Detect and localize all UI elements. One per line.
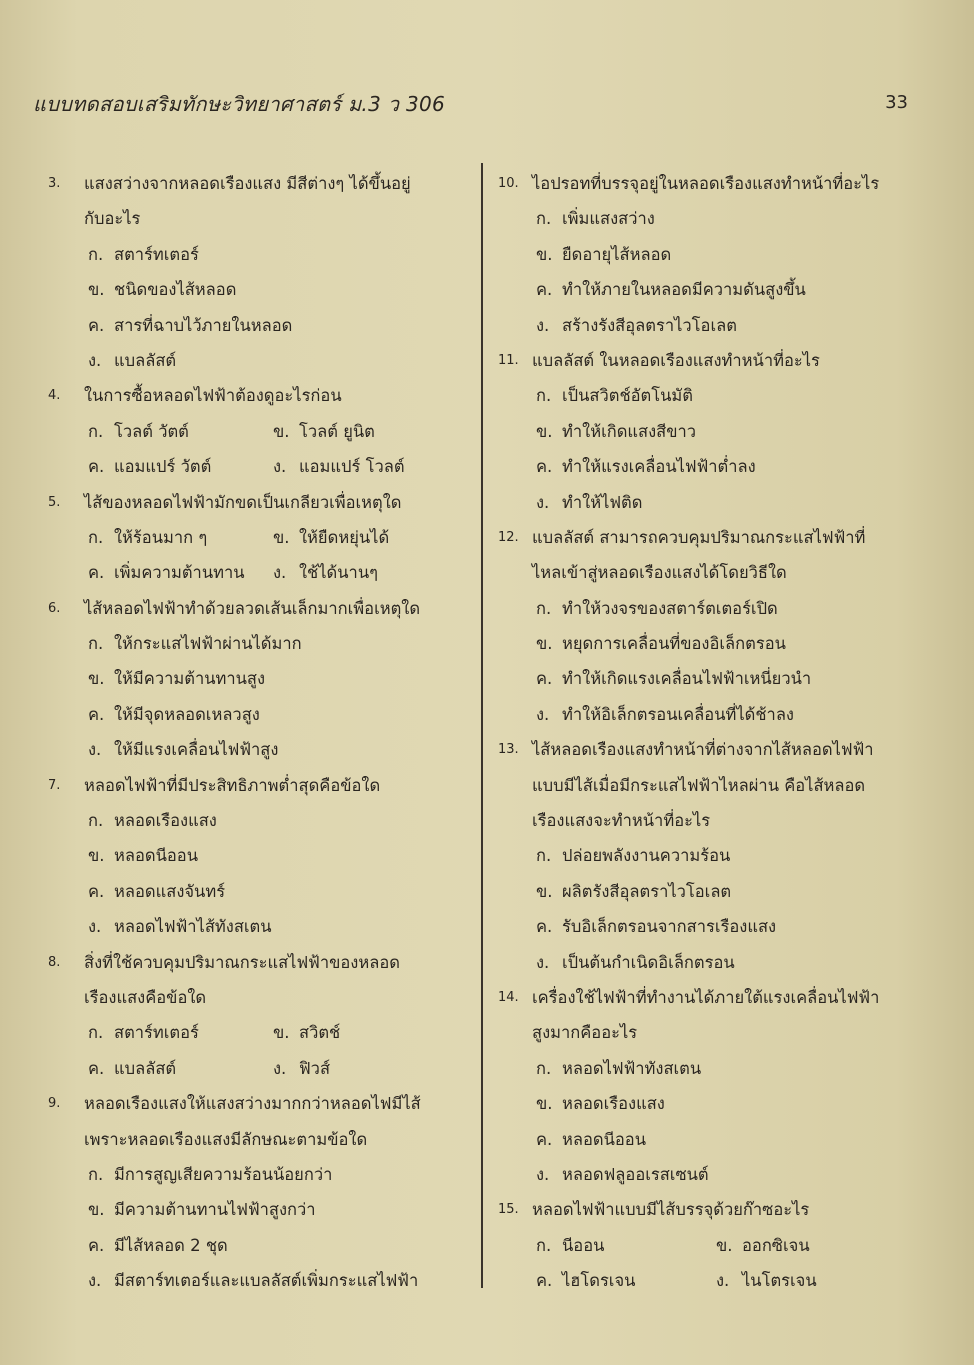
option-row: [48, 1228, 458, 1263]
option-text: มีสตาร์ทเตอร์และแบลลัสต์เพิ่มกระแสไฟฟ้า: [114, 1271, 419, 1291]
option-text: ให้กระแสไฟฟ้าผ่านได้มาก: [114, 634, 302, 654]
answer-option[interactable]: [536, 626, 786, 661]
option-row: [498, 661, 918, 696]
answer-option[interactable]: [88, 414, 189, 449]
option-row: [498, 308, 918, 343]
option-text: ปล่อยพลังงานความร้อน: [562, 846, 731, 866]
option-row: [48, 237, 458, 272]
answer-option[interactable]: [88, 520, 207, 555]
question-block: [48, 485, 458, 591]
option-letter: ข.: [716, 1235, 733, 1255]
question-block: [48, 378, 458, 484]
option-text: หลอดไฟฟ้าทังสเตน: [562, 1058, 702, 1078]
question-number: 10.: [498, 176, 519, 191]
question-number: 9.: [48, 1096, 61, 1112]
question-text: สูงมากคืออะไร: [532, 1023, 638, 1043]
option-row: [498, 449, 918, 484]
option-letter: ข.: [273, 421, 290, 441]
question-line: [48, 768, 458, 803]
question-text: เรืองแสงจะทำหน้าที่อะไร: [532, 811, 711, 831]
answer-option[interactable]: [88, 874, 225, 909]
question-text: แบลลัสต์ ในหลอดเรืองแสงทำหน้าที่อะไร: [532, 350, 820, 370]
question-line: [498, 980, 918, 1015]
option-row: [498, 626, 918, 661]
question-line: [48, 166, 458, 201]
question-text: ไส้ของหลอดไฟฟ้ามักขดเป็นเกลียวเพื่อเหตุใด: [84, 492, 402, 512]
option-text: ทำให้แรงเคลื่อนไฟฟ้าต่ำลง: [562, 457, 756, 477]
question-block: [498, 166, 918, 343]
option-text: สตาร์ทเตอร์: [114, 244, 199, 264]
option-letter: ค.: [536, 1271, 553, 1291]
option-text: หลอดฟลูออเรสเซนต์: [562, 1164, 709, 1184]
option-letter: ข.: [88, 280, 105, 300]
question-text: แบลลัสต์ สามารถควบคุมปริมาณกระแสไฟฟ้าที่: [532, 527, 866, 547]
answer-option[interactable]: [88, 1157, 332, 1192]
option-letter: ก.: [536, 1058, 552, 1078]
option-row: [48, 449, 458, 484]
option-letter: ง.: [88, 740, 102, 760]
page-header-title: แบบทดสอบเสริมทักษะวิทยาศาสตร์ ม.3 ว 306: [33, 92, 446, 116]
option-letter: ง.: [716, 1271, 730, 1291]
option-row: [48, 1192, 458, 1227]
page-number: 33: [885, 92, 908, 113]
option-letter: ก.: [536, 209, 552, 229]
question-line: [498, 732, 918, 767]
answer-option[interactable]: [536, 591, 778, 626]
answer-option[interactable]: [536, 449, 756, 484]
answer-option[interactable]: [88, 555, 245, 590]
question-text: ในการซื้อหลอดไฟฟ้าต้องดูอะไรก่อน: [84, 386, 342, 406]
option-text: ผลิตรังสีอุลตราไวโอเลต: [562, 881, 732, 901]
option-letter: ข.: [536, 881, 553, 901]
question-line: [498, 520, 918, 555]
option-text: สตาร์ทเตอร์: [114, 1023, 199, 1043]
option-row: [48, 697, 458, 732]
option-text: แบลลัสต์: [114, 350, 177, 370]
answer-option[interactable]: [88, 626, 302, 661]
answer-option[interactable]: [536, 414, 696, 449]
question-text: ไส้หลอดไฟฟ้าทำด้วยลวดเส้นเล็กมากเพื่อเหตุใด: [84, 598, 421, 618]
option-text: สวิตช์: [299, 1023, 341, 1043]
question-text: ไอปรอทที่บรรจุอยู่ในหลอดเรืองแสงทำหน้าที่อะไร: [532, 174, 880, 193]
option-text: ออกซิเจน: [742, 1235, 810, 1255]
option-letter: ง.: [273, 563, 287, 583]
option-letter: ก.: [88, 527, 104, 547]
option-row: [48, 272, 458, 307]
answer-option[interactable]: [536, 1122, 646, 1157]
option-letter: ค.: [88, 704, 105, 724]
question-block: [48, 591, 458, 768]
option-text: แอมแปร์ โวลต์: [299, 457, 405, 477]
option-text: ให้มีความต้านทานสูง: [114, 669, 266, 689]
answer-option[interactable]: [536, 308, 737, 343]
answer-option[interactable]: [536, 1157, 709, 1192]
question-text: หลอดไฟฟ้าแบบมีไส้บรรจุด้วยก๊าซอะไร: [532, 1200, 810, 1220]
option-text: หลอดเรืองแสง: [114, 811, 217, 831]
answer-option[interactable]: [88, 237, 199, 272]
option-letter: ง.: [88, 917, 102, 937]
question-number: 13.: [498, 742, 519, 758]
answer-option[interactable]: [273, 1051, 330, 1086]
option-row: [48, 414, 458, 449]
option-row: [48, 909, 458, 944]
question-text: แสงสว่างจากหลอดเรืองแสง มีสีต่างๆ ได้ขึ้นอยู่: [84, 174, 411, 193]
question-line: [48, 591, 458, 626]
answer-option[interactable]: [273, 449, 405, 484]
option-letter: ง.: [273, 457, 287, 477]
option-letter: ค.: [536, 280, 553, 300]
option-row: [48, 874, 458, 909]
option-row: [48, 555, 458, 590]
option-text: ฟิวส์: [299, 1058, 331, 1078]
answer-option[interactable]: [536, 237, 671, 272]
question-block: [498, 732, 918, 980]
option-text: หลอดนีออน: [114, 846, 198, 866]
question-number: 11.: [498, 352, 519, 368]
answer-option[interactable]: [88, 909, 272, 944]
option-text: ทำให้เกิดแสงสีขาว: [562, 421, 697, 441]
option-letter: ก.: [88, 811, 104, 831]
option-text: ทำให้เกิดแรงเคลื่อนไฟฟ้าเหนี่ยวนำ: [562, 669, 812, 689]
answer-option[interactable]: [716, 1228, 810, 1263]
option-row: [498, 909, 918, 944]
question-block: [498, 520, 918, 732]
option-row: [48, 838, 458, 873]
answer-option[interactable]: [273, 520, 389, 555]
option-text: มีการสูญเสียความร้อนน้อยกว่า: [114, 1164, 333, 1184]
option-row: [498, 485, 918, 520]
left-question-column: [48, 166, 458, 1299]
answer-option[interactable]: [88, 697, 260, 732]
option-row: [48, 1015, 458, 1050]
option-row: [48, 1051, 458, 1086]
answer-option[interactable]: [88, 449, 211, 484]
option-row: [498, 1263, 918, 1298]
option-letter: ค.: [88, 457, 105, 477]
option-row: [498, 1122, 918, 1157]
answer-option[interactable]: [88, 1015, 199, 1050]
option-letter: ค.: [88, 315, 105, 335]
option-row: [48, 732, 458, 767]
option-text: สารที่ฉาบไว้ภายในหลอด: [114, 315, 293, 335]
option-letter: ง.: [88, 1271, 102, 1291]
option-row: [48, 343, 458, 378]
option-row: [48, 626, 458, 661]
answer-option[interactable]: [536, 378, 693, 413]
answer-option[interactable]: [88, 661, 265, 696]
question-continuation: [48, 980, 458, 1015]
option-letter: ค.: [88, 881, 105, 901]
option-letter: ค.: [88, 1235, 105, 1255]
option-letter: ง.: [536, 492, 550, 512]
option-text: ใช้ได้นานๆ: [299, 563, 378, 583]
option-row: [498, 697, 918, 732]
answer-option[interactable]: [88, 732, 278, 767]
option-row: [498, 1157, 918, 1192]
option-text: สร้างรังสีอุลตราไวโอเลต: [562, 315, 737, 335]
option-row: [498, 414, 918, 449]
option-letter: ก.: [88, 421, 104, 441]
option-text: หยุดการเคลื่อนที่ของอิเล็กตรอน: [562, 634, 786, 654]
option-letter: ข.: [536, 634, 553, 654]
answer-option[interactable]: [536, 1086, 665, 1121]
answer-option[interactable]: [88, 343, 176, 378]
option-row: [48, 661, 458, 696]
option-row: [48, 308, 458, 343]
option-text: ให้มีแรงเคลื่อนไฟฟ้าสูง: [114, 740, 279, 760]
answer-option[interactable]: [536, 485, 643, 520]
answer-option[interactable]: [536, 945, 735, 980]
answer-option[interactable]: [716, 1263, 817, 1298]
option-letter: ค.: [536, 457, 553, 477]
question-text: ไส้หลอดเรืองแสงทำหน้าที่ต่างจากไส้หลอดไฟฟ้า: [532, 740, 874, 760]
question-line: [498, 166, 918, 201]
answer-option[interactable]: [536, 838, 730, 873]
question-continuation: [498, 1015, 918, 1050]
question-number: 12.: [498, 529, 519, 545]
option-text: แอมแปร์ วัตต์: [114, 457, 212, 477]
option-text: ทำให้อิเล็กตรอนเคลื่อนที่ได้ช้าลง: [562, 704, 794, 724]
answer-option[interactable]: [273, 1015, 340, 1050]
question-block: [48, 768, 458, 945]
option-row: [498, 591, 918, 626]
answer-option[interactable]: [88, 838, 198, 873]
option-row: [48, 1263, 458, 1298]
question-line: [498, 343, 918, 378]
question-line: [48, 1086, 458, 1121]
option-row: [48, 520, 458, 555]
answer-option[interactable]: [536, 201, 655, 236]
question-continuation: [48, 201, 458, 236]
question-text: เพราะหลอดเรืองแสงมีลักษณะตามข้อใด: [84, 1129, 368, 1149]
option-row: [48, 803, 458, 838]
option-text: ชนิดของไส้หลอด: [114, 280, 237, 300]
answer-option[interactable]: [536, 1051, 701, 1086]
answer-option[interactable]: [536, 909, 776, 944]
option-row: [48, 1157, 458, 1192]
option-text: หลอดนีออน: [562, 1129, 646, 1149]
option-letter: ก.: [88, 1023, 104, 1043]
option-text: ให้มีจุดหลอดเหลวสูง: [114, 704, 260, 724]
question-block: [498, 343, 918, 520]
question-continuation: [498, 768, 918, 803]
option-letter: ง.: [273, 1058, 287, 1078]
option-row: [498, 838, 918, 873]
option-letter: ก.: [536, 1235, 552, 1255]
option-text: รับอิเล็กตรอนจากสารเรืองแสง: [562, 917, 777, 937]
question-text: เครื่องใช้ไฟฟ้าที่ทำงานได้ภายใต้แรงเคลื่อนไฟฟ้า: [532, 987, 880, 1007]
option-letter: ก.: [88, 1164, 104, 1184]
question-text: สิ่งที่ใช้ควบคุมปริมาณกระแสไฟฟ้าของหลอด: [84, 952, 400, 972]
answer-option[interactable]: [536, 661, 811, 696]
option-letter: ก.: [88, 244, 104, 264]
option-letter: ก.: [536, 598, 552, 618]
option-text: มีความต้านทานไฟฟ้าสูงกว่า: [114, 1200, 316, 1220]
question-number: 15.: [498, 1202, 519, 1218]
option-letter: ง.: [536, 315, 550, 335]
option-letter: ข.: [273, 1023, 290, 1043]
answer-option[interactable]: [88, 1228, 228, 1263]
question-block: [48, 945, 458, 1087]
option-letter: ค.: [536, 1129, 553, 1149]
option-row: [498, 874, 918, 909]
option-letter: ค.: [88, 563, 105, 583]
option-row: [498, 1086, 918, 1121]
answer-option[interactable]: [536, 697, 794, 732]
option-text: หลอดแสงจันทร์: [114, 881, 226, 901]
option-letter: ง.: [536, 1164, 550, 1184]
option-text: เป็นต้นกำเนิดอิเล็กตรอน: [562, 952, 735, 972]
question-number: 14.: [498, 989, 519, 1005]
question-text: แบบมีไส้เมื่อมีกระแสไฟฟ้าไหลผ่าน คือไส้หลอด: [532, 775, 866, 795]
question-number: 7.: [48, 777, 61, 793]
option-text: เพิ่มความต้านทาน: [114, 563, 245, 583]
option-text: เป็นสวิตช์อัตโนมัติ: [562, 386, 694, 406]
answer-option[interactable]: [88, 272, 236, 307]
question-text: ไหลเข้าสู่หลอดเรืองแสงได้โดยวิธีใด: [532, 563, 787, 583]
answer-option[interactable]: [536, 874, 731, 909]
option-text: หลอดไฟฟ้าไส้ทังสเตน: [114, 917, 272, 937]
option-row: [498, 378, 918, 413]
option-text: แบลลัสต์: [114, 1058, 177, 1078]
question-block: [48, 1086, 458, 1298]
answer-option[interactable]: [88, 803, 217, 838]
option-letter: ก.: [536, 386, 552, 406]
option-letter: ง.: [536, 952, 550, 972]
question-continuation: [498, 803, 918, 838]
option-text: ทำให้วงจรของสตาร์ตเตอร์เปิด: [562, 598, 778, 618]
question-line: [48, 485, 458, 520]
option-letter: ง.: [536, 704, 550, 724]
option-letter: ค.: [88, 1058, 105, 1078]
question-block: [498, 980, 918, 1192]
option-row: [498, 945, 918, 980]
question-line: [48, 945, 458, 980]
question-line: [48, 378, 458, 413]
option-text: ให้ยืดหยุ่นได้: [299, 527, 390, 547]
option-letter: ข.: [88, 669, 105, 689]
option-letter: ง.: [88, 350, 102, 370]
question-text: หลอดไฟฟ้าที่มีประสิทธิภาพต่ำสุดคือข้อใด: [84, 775, 381, 795]
answer-option[interactable]: [273, 555, 378, 590]
question-text: หลอดเรืองแสงให้แสงสว่างมากกว่าหลอดไฟมีไส้: [84, 1094, 421, 1114]
question-block: [498, 1192, 918, 1298]
option-text: ให้ร้อนมาก ๆ: [114, 527, 208, 547]
option-text: โวลต์ วัตต์: [114, 421, 189, 441]
option-text: มีไส้หลอด 2 ชุด: [114, 1235, 228, 1255]
question-number: 5.: [48, 494, 61, 510]
option-letter: ข.: [88, 1200, 105, 1220]
option-text: ยืดอายุไส้หลอด: [562, 244, 672, 264]
option-letter: ข.: [536, 1094, 553, 1114]
question-number: 6.: [48, 600, 61, 616]
question-continuation: [48, 1122, 458, 1157]
answer-option[interactable]: [88, 1263, 418, 1298]
option-row: [498, 1228, 918, 1263]
option-row: [498, 1051, 918, 1086]
option-text: โวลต์ ยูนิต: [299, 421, 375, 441]
question-line: [498, 1192, 918, 1227]
option-text: ไฮโดรเจน: [562, 1271, 636, 1291]
option-letter: ก.: [536, 846, 552, 866]
answer-option[interactable]: [88, 1192, 316, 1227]
option-letter: ค.: [536, 917, 553, 937]
question-number: 4.: [48, 388, 61, 404]
answer-option[interactable]: [536, 272, 806, 307]
option-row: [498, 272, 918, 307]
option-text: ทำให้ไฟติด: [562, 492, 643, 512]
option-letter: ข.: [536, 244, 553, 264]
question-text: เรืองแสงคือข้อใด: [84, 987, 207, 1007]
option-text: หลอดเรืองแสง: [562, 1094, 665, 1114]
answer-option[interactable]: [536, 1263, 635, 1298]
answer-option[interactable]: [88, 1051, 176, 1086]
question-text: กับอะไร: [84, 209, 141, 229]
option-text: ทำให้ภายในหลอดมีความดันสูงขึ้น: [562, 280, 806, 300]
option-text: เพิ่มแสงสว่าง: [562, 209, 655, 229]
question-continuation: [498, 555, 918, 590]
option-letter: ข.: [273, 527, 290, 547]
option-letter: ค.: [536, 669, 553, 689]
option-text: นีออน: [562, 1235, 605, 1255]
option-letter: ข.: [536, 421, 553, 441]
question-number: 8.: [48, 954, 61, 970]
question-number: 3.: [48, 176, 61, 191]
answer-option[interactable]: [88, 308, 292, 343]
option-letter: ข.: [88, 846, 105, 866]
answer-option[interactable]: [273, 414, 375, 449]
question-block: [48, 166, 458, 378]
option-letter: ก.: [88, 634, 104, 654]
option-text: ไนโตรเจน: [742, 1271, 817, 1291]
right-question-column: [498, 166, 918, 1299]
column-divider: [481, 163, 483, 1288]
answer-option[interactable]: [536, 1228, 604, 1263]
option-row: [498, 237, 918, 272]
option-row: [498, 201, 918, 236]
